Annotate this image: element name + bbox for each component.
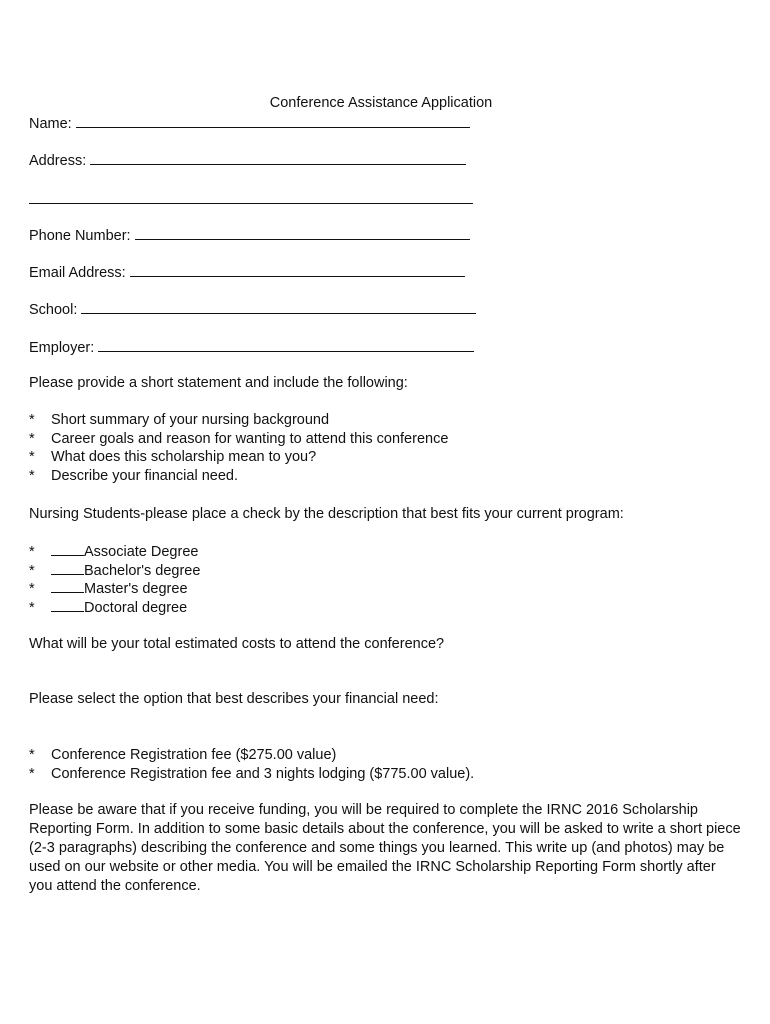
name-field[interactable] (29, 113, 470, 133)
checkbox-blank[interactable] (51, 579, 84, 593)
document-title: Conference Assistance Application (269, 95, 493, 111)
costs-question: What will be your total estimated costs to attend the conference? (29, 636, 445, 652)
address-blank[interactable] (90, 150, 466, 165)
financial-option (29, 765, 474, 783)
statement-item-text: What does this scholarship mean to you? (51, 449, 317, 465)
phone-label: Phone Number: (29, 228, 131, 244)
program-option[interactable] (29, 598, 187, 617)
program-option[interactable] (29, 561, 200, 580)
bullet-star: * (29, 600, 35, 616)
bullet-star: * (29, 412, 35, 428)
bullet-star: * (29, 766, 35, 782)
phone-field[interactable] (29, 225, 470, 245)
statement-item (29, 430, 448, 448)
email-blank[interactable] (130, 262, 465, 277)
statement-item (29, 467, 238, 485)
school-field[interactable] (29, 299, 476, 319)
financial-intro: Please select the option that best describes your financial need: (29, 691, 439, 707)
email-field[interactable] (29, 262, 465, 282)
statement-item-text: Short summary of your nursing background (51, 412, 330, 428)
statement-item (29, 448, 316, 466)
checkbox-blank[interactable] (51, 598, 84, 612)
funding-notice: Please be aware that if you receive funding, you will be required to complete the IRNC 2016 Scholarship Reporting Form. In addition to some basic details about the conference, you will be asked to write a short piece (2-3 paragraphs) describing the conference and some things you learned. This write up (and photos) may be used on our website or other media. You will be emailed the IRNC Scholarship Reporting Form shortly after you attend the conference. (29, 802, 741, 894)
checkbox-blank[interactable] (51, 542, 84, 556)
statement-item-text: Describe your financial need. (51, 468, 238, 484)
employer-field[interactable] (29, 337, 474, 357)
program-intro: Nursing Students-please place a check by the description that best fits your current program: (29, 506, 624, 522)
bullet-star: * (29, 563, 35, 579)
financial-option-text: Conference Registration fee and 3 nights lodging ($775.00 value). (51, 766, 475, 782)
bullet-star: * (29, 431, 35, 447)
employer-label: Employer: (29, 340, 95, 356)
bullet-star: * (29, 747, 35, 763)
bullet-star: * (29, 449, 35, 465)
bullet-star: * (29, 544, 35, 560)
name-blank[interactable] (76, 113, 470, 128)
name-label: Name: (29, 116, 72, 132)
statement-item-text: Career goals and reason for wanting to attend this conference (51, 431, 449, 447)
address-second-line[interactable] (29, 202, 473, 204)
program-option-label: Associate Degree (84, 544, 199, 560)
program-option[interactable] (29, 542, 198, 561)
address-label: Address: (29, 153, 87, 169)
financial-option-text: Conference Registration fee ($275.00 value) (51, 747, 337, 763)
phone-blank[interactable] (135, 225, 470, 240)
statement-intro: Please provide a short statement and include the following: (29, 375, 408, 391)
school-label: School: (29, 302, 78, 318)
program-option[interactable] (29, 579, 188, 598)
statement-item (29, 411, 329, 429)
checkbox-blank[interactable] (51, 561, 84, 575)
employer-blank[interactable] (98, 337, 474, 352)
bullet-star: * (29, 581, 35, 597)
program-option-label: Bachelor's degree (84, 563, 201, 579)
financial-option (29, 746, 336, 764)
program-option-label: Master's degree (84, 581, 188, 597)
program-option-label: Doctoral degree (84, 600, 188, 616)
bullet-star: * (29, 468, 35, 484)
address-field[interactable] (29, 150, 466, 170)
email-label: Email Address: (29, 265, 126, 281)
school-blank[interactable] (81, 299, 476, 314)
